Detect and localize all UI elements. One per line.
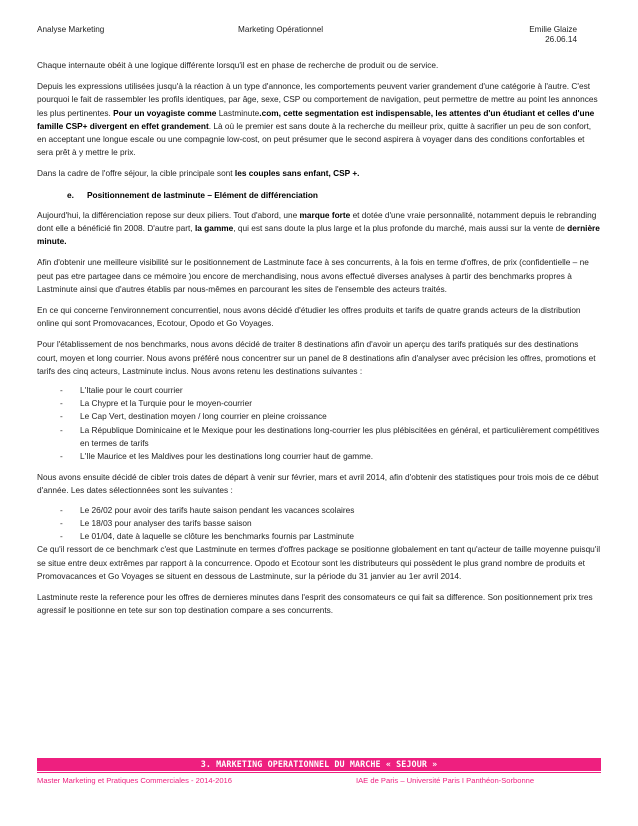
list-item: - Le 01/04, date à laquelle se clôture les benchmarks fournis par Lastminute — [60, 530, 601, 543]
section-number: e. — [67, 189, 74, 200]
header-center: Marketing Opérationnel — [238, 25, 324, 34]
paragraph-dates: Nous avons ensuite décidé de cibler trois dates de départ à venir sur février, mars et avril 2014, afin d'obtenir des statistiques pour trois mois de ce début d'année. Les dates sélectionnées sont les suivantes : — [37, 472, 599, 496]
page-header — [37, 25, 601, 55]
dates-list — [37, 504, 601, 544]
destinations-list — [37, 384, 601, 463]
paragraph-segmentation — [37, 80, 601, 159]
paragraph-target — [37, 167, 601, 180]
list-item: - Le Cap Vert, destination moyen / long courrier en pleine croissance — [60, 410, 601, 423]
page-footer — [37, 776, 601, 788]
list-item: - L'Italie pour le court courrier — [60, 384, 601, 397]
text-run: Dans la cadre de l'offre séjour, la cible principale sont — [37, 168, 235, 179]
text-run: Lastminute — [216, 107, 260, 118]
bold-run: .com, cette segmentation est indispensable, les attentes d'un étudiant et celles d'une famille CSP+ divergent en effet grandement — [37, 107, 595, 131]
list-item: - La République Dominicaine et le Mexique pour les destinations long-courrier les plus plébiscitées en général, et particulièrement compétitives en termes de tarifs — [60, 424, 601, 450]
section-heading-e — [37, 189, 601, 202]
footer-right: IAE de Paris – Université Paris I Panthéon-Sorbonne — [356, 776, 535, 785]
bold-run: Pour un voyagiste comme — [113, 107, 217, 118]
header-date: 26.06.14 — [545, 35, 577, 44]
text-run: Aujourd'hui, la différenciation repose sur deux piliers. Tout d'abord, une — [37, 209, 300, 220]
chapter-banner: 3. MARKETING OPERATIONNEL DU MARCHE « SEJOUR » — [37, 758, 601, 771]
bold-run: la gamme — [194, 223, 234, 234]
list-item: - Le 26/02 pour avoir des tarifs haute saison pendant les vacances scolaires — [60, 504, 601, 517]
list-item: - L'Ile Maurice et les Maldives pour les destinations long courrier haut de gamme. — [60, 450, 601, 463]
header-left: Analyse Marketing — [37, 25, 105, 34]
list-item: - La Chypre et la Turquie pour le moyen-courrier — [60, 397, 601, 410]
footer-left: Master Marketing et Pratiques Commerciales - 2014-2016 — [37, 776, 232, 785]
paragraph-competitors: En ce qui concerne l'environnement concurrentiel, nous avons décidé d'étudier les offres produits et tarifs de quatre grands acteurs de la distribution online qui sont Promovacances, Ecotour, Opodo et Go Voyages. — [37, 305, 581, 329]
bold-run: les couples sans enfant, CSP +. — [234, 168, 360, 179]
section-title: Positionnement de lastminute – Elément de différenciation — [87, 189, 318, 200]
footer-divider — [37, 772, 601, 773]
paragraph-intro: Chaque internaute obéit à une logique différente lorsqu'il est en phase de recherche de produit ou de service. — [37, 60, 439, 70]
list-item: - Le 18/03 pour analyser des tarifs basse saison — [60, 517, 601, 530]
paragraph-differentiation — [37, 209, 601, 249]
header-author: Emilie Glaize — [529, 25, 577, 34]
paragraph-benchmarks: Pour l'établissement de nos benchmarks, nous avons décidé de traiter 8 destinations afin d'avoir un aperçu des tarifs pratiqués sur des destinations court, moyen et long courrier. Nous avons préféré nous concentrer sur un panel de 8 destinations afin d'analyser avec précision les offres, promotions et tarifs des cinq acteurs, Lastminute inclus. Nous avons retenu les destinations suivantes : — [37, 339, 596, 376]
bold-run: dernière minute. — [37, 223, 600, 247]
paragraph-results: Ce qu'il ressort de ce benchmark c'est que Lastminute en termes d'offres package se positionne globalement en tant qu'acteur de taille moyenne puisqu'il se situe entre deux extrêmes par rapport à la concurrence. Opodo et Ecotour sont les distributeurs qui possèdent le plus grand nombre de produits et Promovacances et Go Voyages se situent en dessous de Lastminute, sur la période du 31 janvier au 1er avril 2014. — [37, 544, 601, 581]
body-content — [37, 59, 601, 625]
text-run: Depuis les expressions utilisées jusqu'à la réaction à un type d'annonce, les comportements peuvent varier grandement d'une catégorie à l'autre. C'est pourquoi le fait de rassembler les profils identiques, par âge, sexe, CSP ou comportement de navigation, peut permettre de mettre au point les annonces les plus pertinentes. — [37, 81, 598, 118]
bold-run: marque forte — [299, 209, 351, 220]
text-run: . Là où le premier est sans doute à la recherche du meilleur prix, quitte à sacrifier un peu de son confort, en acceptant une longue escale ou une compagnie low-cost, on peut présumer que le second aspirera à voyager dans des conditions confortables et sera prêt à y mettre le prix. — [37, 120, 592, 158]
text-run: et dotée d'une vraie personnalité, notamment depuis le rebranding dont elle a bénéficié fin 2008. D'autre part, — [37, 209, 597, 234]
paragraph-visibility: Afin d'obtenir une meilleure visibilité sur le positionnement de Lastminute face à ses concurrents, à la fois en terme d'offres, de prix (confidentielle – ne peut pas etre partagee dans ce mémoire )ou encore de merchandising, nous avons effectué diverses analyses à partir des benchmarks propres à Lastminute ainsi que d'autres établis par nous-mêmes en parcourant les sites de l'ensemble des acteurs traités. — [37, 257, 589, 294]
paragraph-conclusion: Lastminute reste la reference pour les offres de dernieres minutes dans l'esprit des consomateurs ce qui fait sa difference. Son positionnement prix tres agressif le positionne en tete sur son top destination compare a ses concurrents. — [37, 591, 593, 616]
header-right — [529, 25, 577, 45]
text-run: , qui est sans doute la plus large et la plus profonde du marché, mais aussi sur la vente de — [233, 223, 568, 234]
